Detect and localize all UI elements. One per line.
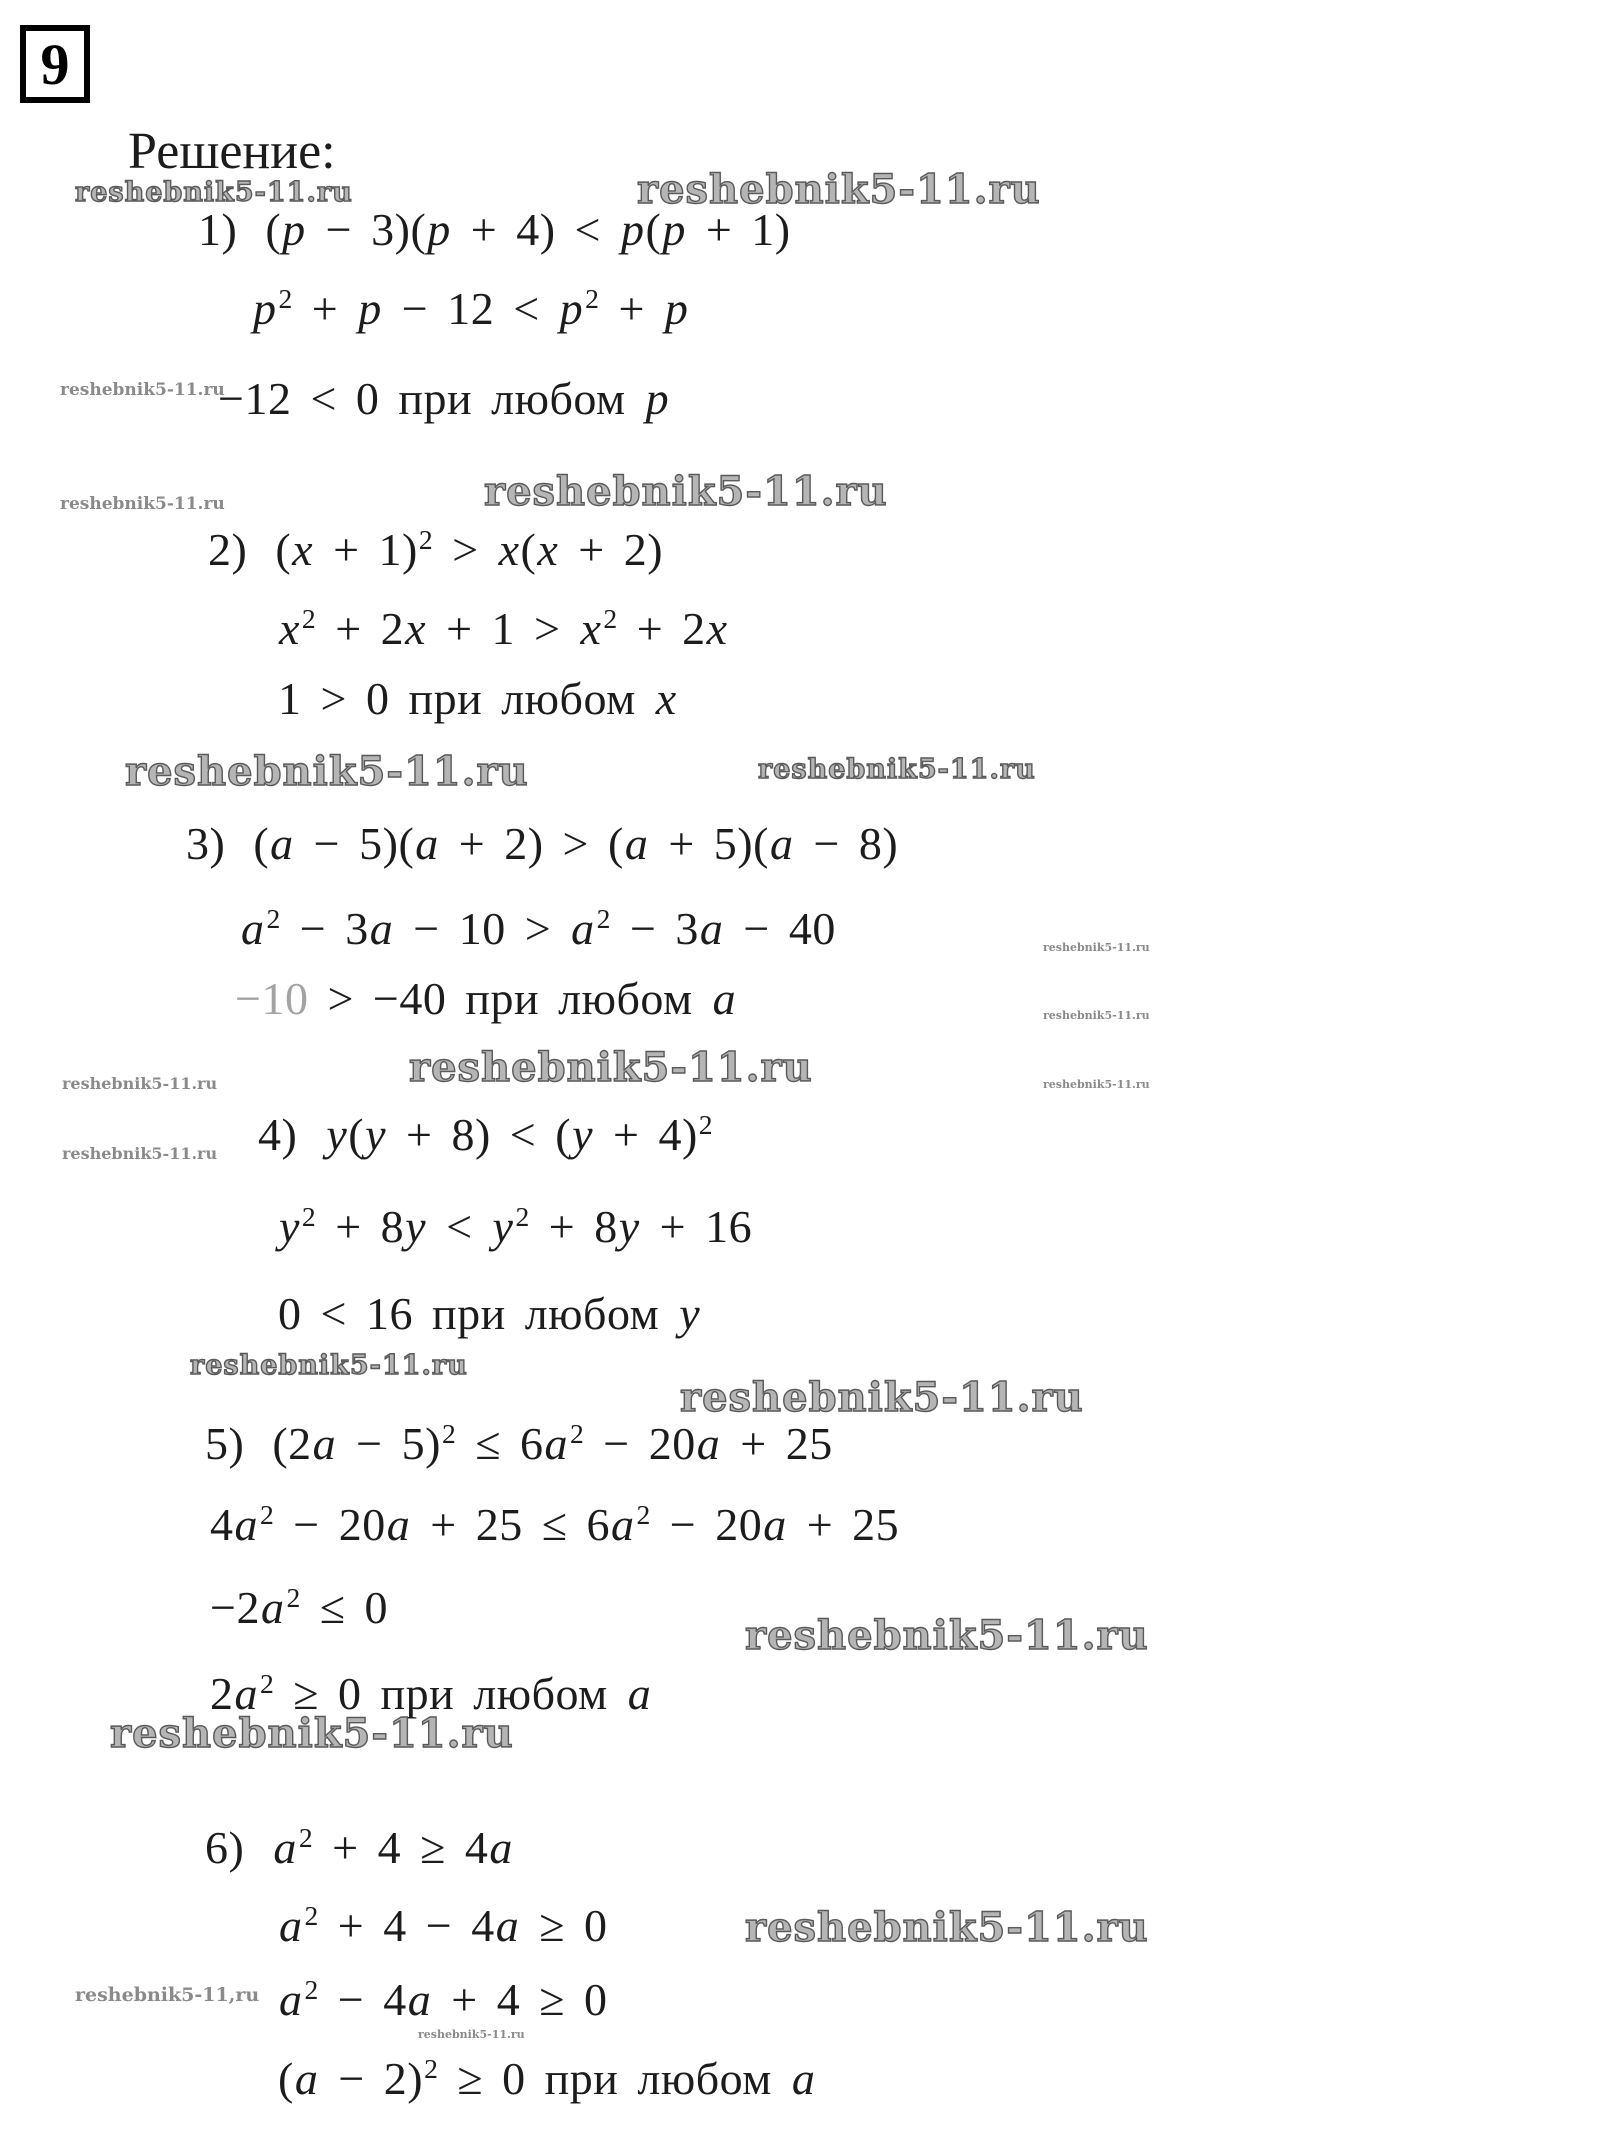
math-variable: p [559, 283, 584, 334]
exponent: 2 [260, 1498, 275, 1530]
math-variable: a [270, 818, 294, 869]
math-line-5-2: $4a^2 - 20a + 25 \le 6a^2 - 20a + 25$ [210, 1498, 900, 1550]
math-variable: a [791, 2053, 816, 2104]
exponent: 2 [298, 1821, 314, 1853]
watermark: reshebnik5-11.ru [418, 2028, 525, 2041]
math-variable: a [610, 1499, 635, 1550]
math-variable: p [664, 283, 689, 334]
math-variable: y [405, 1201, 427, 1252]
math-variable: a [627, 1668, 652, 1719]
watermark: reshebnik5-11.ru [125, 748, 529, 795]
watermark: reshebnik5-11.ru [637, 166, 1041, 213]
math-variable: a [712, 973, 737, 1024]
exponent: 2 [286, 1581, 301, 1613]
exponent: 2 [304, 1899, 319, 1931]
section-label: 4) [258, 1109, 298, 1160]
math-variable: p [662, 204, 686, 255]
exponent: 2 [515, 1200, 530, 1232]
math-variable: y [492, 1201, 514, 1252]
math-variable: a [241, 903, 265, 954]
math-variable: a [495, 1900, 520, 1951]
solution-title: Решение: [128, 123, 336, 180]
exponent: 2 [636, 1498, 651, 1530]
math-variable: a [571, 903, 595, 954]
math-variable: p [645, 373, 670, 424]
math-variable: p [621, 204, 645, 255]
watermark: reshebnik5-11.ru [680, 1374, 1084, 1421]
math-variable: x [580, 603, 602, 654]
math-variable: x [405, 603, 427, 654]
math-variable: y [326, 1109, 348, 1160]
math-variable: a [699, 903, 724, 954]
math-variable: p [253, 283, 277, 334]
watermark: reshebnik5-11.ru [1043, 1078, 1150, 1091]
section-label: 3) [186, 818, 226, 869]
math-variable: x [655, 673, 677, 724]
watermark: reshebnik5-11.ru [62, 1144, 218, 1163]
math-line-5-3: $-2a^2 \le 0$ [210, 1581, 388, 1633]
watermark: reshebnik5-11.ru [758, 754, 1036, 785]
math-variable: x [706, 603, 728, 654]
math-variable: a [273, 1822, 297, 1873]
math-variable: a [234, 1499, 258, 1550]
math-line-1-3: −12 < 0 при любом p [218, 373, 670, 424]
exponent: 2 [418, 523, 434, 555]
math-line-4-2: $y^2 + 8y < y^2 + 8y + 16$ [279, 1200, 753, 1252]
math-variable: a [489, 1822, 513, 1873]
math-variable: p [282, 204, 306, 255]
math-variable: y [572, 1109, 593, 1160]
math-variable: y [618, 1201, 640, 1252]
math-line-4-1: 4) $y(y + 8) < (y + 4)^2$ [258, 1108, 714, 1160]
watermark: reshebnik5-11.ru [60, 494, 225, 514]
watermark: reshebnik5-11.ru [409, 1044, 813, 1091]
exponent: 2 [266, 902, 281, 934]
problem-number-box [20, 25, 90, 103]
math-variable: a [624, 818, 649, 869]
math-variable: x [279, 603, 300, 654]
math-line-1-2: $p^2 + p - 12 < p^2 + p$ [253, 282, 689, 334]
math-variable: a [696, 1418, 721, 1469]
math-variable: x [537, 524, 559, 575]
exponent: 2 [585, 282, 600, 314]
watermark: reshebnik5-11.ru [745, 1612, 1149, 1659]
exponent: 2 [304, 1973, 319, 2005]
math-variable: a [407, 1974, 432, 2025]
math-variable: a [279, 1900, 303, 1951]
exponent: 2 [424, 2052, 439, 2084]
watermark: reshebnik5-11.ru [1043, 1009, 1150, 1022]
math-variable: a [234, 1668, 258, 1719]
math-variable: a [769, 818, 794, 869]
math-line-6-4: $(a - 2)^2 \ge 0$ при любом a [278, 2052, 816, 2104]
watermark: reshebnik5-11.ru [745, 1904, 1149, 1951]
math-line-4-3: 0 < 16 при любом y [278, 1288, 701, 1339]
watermark: reshebnik5-11.ru [75, 177, 353, 208]
watermark: reshebnik5-11.ru [60, 380, 225, 400]
watermark: reshebnik5-11.ru [62, 1074, 218, 1093]
math-variable: a [544, 1418, 568, 1469]
math-variable: x [292, 524, 314, 575]
math-variable: a [279, 1974, 303, 2025]
watermark: reshebnik5-11.ru [190, 1350, 468, 1381]
exponent: 2 [441, 1417, 457, 1449]
faded-math-fragment: −10 [235, 973, 309, 1024]
math-variable: y [679, 1288, 701, 1339]
math-variable: y [365, 1109, 386, 1160]
math-line-5-1: 5) $(2a - 5)^2 \le 6a^2 - 20a + 25$ [205, 1417, 833, 1469]
math-line-3-2: $a^2 - 3a - 10 > a^2 - 3a - 40$ [241, 902, 836, 954]
exponent: 2 [278, 282, 293, 314]
exponent: 2 [301, 1200, 317, 1232]
math-line-1-1: 1) (p − 3)(p + 4) < p(p + 1) [198, 204, 791, 255]
math-line-3-3: −10 > −40 при любом a [235, 973, 737, 1024]
watermark: reshebnik5-11,ru [75, 1984, 260, 2006]
math-variable: y [279, 1201, 300, 1252]
math-variable: p [358, 283, 382, 334]
math-line-6-1: 6) $a^2 + 4 \ge 4a$ [205, 1821, 513, 1873]
math-variable: p [427, 204, 451, 255]
watermark: reshebnik5-11.ru [110, 1710, 514, 1757]
math-line-6-2: $a^2 + 4 - 4a \ge 0$ [279, 1899, 608, 1951]
math-variable: a [369, 903, 394, 954]
exponent: 2 [698, 1108, 714, 1140]
math-line-5-4: $2a^2 \ge 0$ при любом a [210, 1667, 652, 1719]
exponent: 2 [596, 902, 611, 934]
section-label: 6) [205, 1822, 245, 1873]
section-label: 2) [208, 524, 248, 575]
math-line-2-3: 1 > 0 при любом x [278, 673, 677, 724]
watermark: reshebnik5-11.ru [484, 468, 888, 515]
math-line-3-1: 3) (a − 5)(a + 2) > (a + 5)(a − 8) [186, 818, 899, 869]
exponent: 2 [260, 1667, 275, 1699]
math-line-6-3: $a^2 - 4a + 4 \ge 0$ [279, 1973, 608, 2025]
math-variable: a [415, 818, 439, 869]
math-variable: a [312, 1418, 337, 1469]
watermark: reshebnik5-11.ru [1043, 941, 1150, 954]
problem-number: 9 [40, 31, 70, 97]
exponent: 2 [569, 1417, 585, 1449]
math-variable: a [386, 1499, 411, 1550]
math-line-2-2: $x^2 + 2x + 1 > x^2 + 2x$ [279, 602, 728, 654]
exponent: 2 [301, 602, 317, 634]
math-line-2-1: 2) $(x + 1)^2 > x(x + 2)$ [208, 523, 664, 575]
math-variable: a [294, 2053, 319, 2104]
math-variable: x [498, 524, 520, 575]
exponent: 2 [603, 602, 618, 634]
section-label: 1) [198, 204, 238, 255]
math-variable: a [260, 1582, 285, 1633]
math-variable: a [763, 1499, 787, 1550]
section-label: 5) [205, 1418, 245, 1469]
